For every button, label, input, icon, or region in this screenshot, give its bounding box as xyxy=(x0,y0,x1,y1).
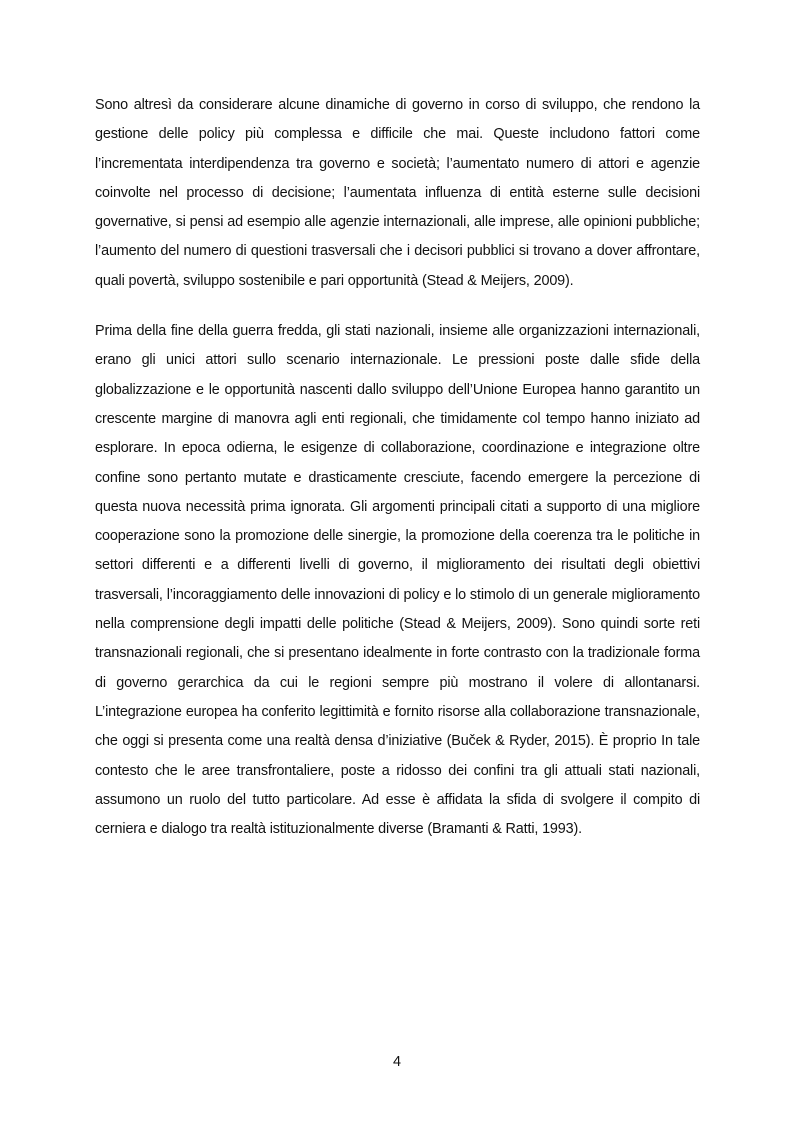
paragraph-2: Prima della fine della guerra fredda, gli stati nazionali, insieme alle organizzazioni internazionali, erano gli unici attori sullo scenario internazionale. Le pressioni poste dalle sfide della globalizzazione e le opportunità nascenti dallo sviluppo dell’Unione Europea hanno garantito un crescente margine di manovra agli enti regionali, che timidamente col tempo hanno iniziato ad esplorare. In epoca odierna, le esigenze di collaborazione, coordinazione e integrazione oltre confine sono pertanto mutate e drasticamente cresciute, facendo emergere la percezione di questa nuova necessità prima ignorata. Gli argomenti principali citati a supporto di una migliore cooperazione sono la promozione delle sinergie, la promozione della coerenza tra le politiche in settori differenti e a differenti livelli di governo, il miglioramento dei risultati degli obiettivi trasversali, l’incoraggiamento delle innovazioni di policy e lo stimolo di un generale miglioramento nella comprensione degli impatti delle politiche (Stead & Meijers, 2009). Sono quindi sorte reti transnazionali regionali, che si presentano idealmente in forte contrasto con la tradizionale forma di governo gerarchica da cui le regioni sempre più mostrano il volere di allontanarsi. L’integrazione europea ha conferito legittimità e fornito risorse alla collaborazione transnazionale, che oggi si presenta come una realtà densa d’iniziative (Buček & Ryder, 2015). È proprio In tale contesto che le aree transfrontaliere, poste a ridosso dei confini tra gli attuali stati nazionali, assumono un ruolo del tutto particolare. Ad esse è affidata la sfida di svolgere il compito di cerniera e dialogo tra realtà istituzionalmente diverse (Bramanti & Ratti, 1993). xyxy=(95,323,700,838)
body-text xyxy=(95,91,700,865)
page-number: 4 xyxy=(392,1054,401,1070)
paragraph-1: Sono altresì da considerare alcune dinamiche di governo in corso di sviluppo, che rendono la gestione delle policy più complessa e difficile che mai. Queste includono fattori come l’incrementata interdipendenza tra governo e società; l’aumentato numero di attori e agenzie coinvolte nel processo di decisione; l’aumentata influenza di entità esterne sulle decisioni governative, si pensi ad esempio alle agenzie internazionali, alle imprese, alle opinioni pubbliche; l’aumento del numero di questioni trasversali che i decisori pubblici si trovano a dover affrontare, quali povertà, sviluppo sostenibile e pari opportunità (Stead & Meijers, 2009). xyxy=(95,97,700,289)
